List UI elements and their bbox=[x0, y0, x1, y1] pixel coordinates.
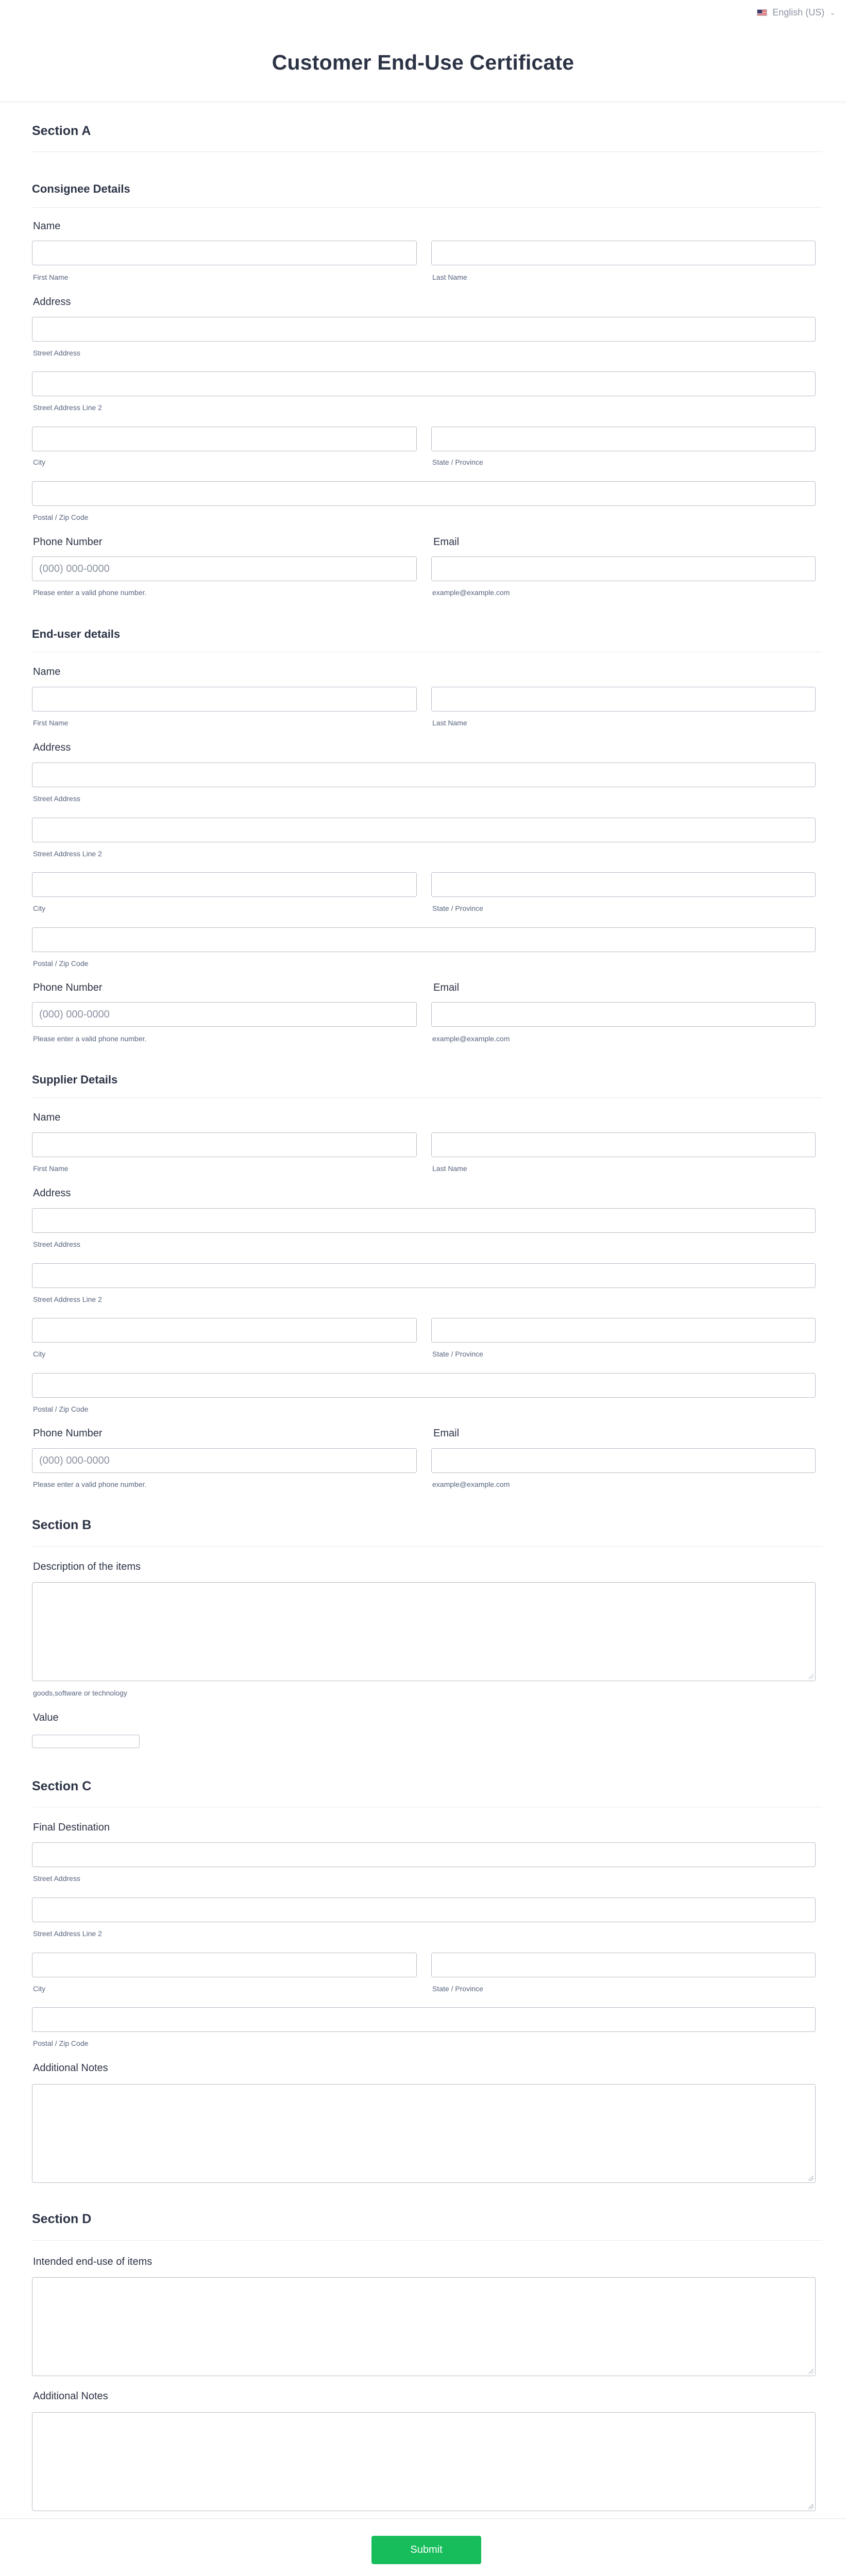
destination-street2-input[interactable] bbox=[32, 1897, 816, 1922]
divider bbox=[32, 1097, 822, 1098]
phone-hint: Please enter a valid phone number. bbox=[33, 588, 147, 597]
destination-city-input[interactable] bbox=[32, 1953, 417, 1977]
value-input[interactable] bbox=[32, 1735, 140, 1748]
supplier-address-label: Address bbox=[33, 1188, 71, 1199]
supplier-city-input[interactable] bbox=[32, 1318, 417, 1343]
value-label: Value bbox=[33, 1712, 59, 1723]
consignee-heading: Consignee Details bbox=[32, 182, 130, 195]
supplier-email-input[interactable] bbox=[431, 1448, 816, 1473]
enduser-postal-input[interactable] bbox=[32, 927, 816, 952]
section-d-heading: Section D bbox=[32, 2212, 92, 2226]
resize-grip-icon[interactable] bbox=[808, 2504, 814, 2509]
consignee-last-name-input[interactable] bbox=[431, 241, 816, 265]
postal-sublabel: Postal / Zip Code bbox=[33, 2039, 89, 2047]
street-sublabel: Street Address bbox=[33, 794, 80, 803]
consignee-phone-input[interactable]: (000) 000-0000 bbox=[32, 556, 417, 581]
supplier-phone-label: Phone Number bbox=[33, 1428, 103, 1439]
form-title: Customer End-Use Certificate bbox=[272, 50, 574, 74]
consignee-email-label: Email bbox=[433, 536, 460, 548]
postal-sublabel: Postal / Zip Code bbox=[33, 959, 89, 968]
street-sublabel: Street Address bbox=[33, 349, 80, 357]
first-name-sublabel: First Name bbox=[33, 1164, 69, 1173]
section-b-heading: Section B bbox=[32, 1518, 92, 1532]
enduser-heading: End-user details bbox=[32, 628, 121, 640]
supplier-first-name-input[interactable] bbox=[32, 1132, 417, 1157]
city-sublabel: City bbox=[33, 458, 46, 466]
section-c-heading: Section C bbox=[32, 1779, 92, 1793]
phone-hint: Please enter a valid phone number. bbox=[33, 1480, 147, 1488]
supplier-street-input[interactable] bbox=[32, 1208, 816, 1233]
section-c-notes-textarea[interactable] bbox=[32, 2084, 816, 2183]
enduser-street2-input[interactable] bbox=[32, 818, 816, 842]
form-body bbox=[32, 0, 815, 2566]
submit-button[interactable]: Submit bbox=[371, 2536, 481, 2564]
street2-sublabel: Street Address Line 2 bbox=[33, 1295, 102, 1303]
resize-grip-icon[interactable] bbox=[808, 1674, 814, 1679]
section-a-heading: Section A bbox=[32, 124, 91, 138]
section-d-notes-label: Additional Notes bbox=[33, 2391, 108, 2402]
postal-sublabel: Postal / Zip Code bbox=[33, 1405, 89, 1413]
supplier-last-name-input[interactable] bbox=[431, 1132, 816, 1157]
consignee-postal-input[interactable] bbox=[32, 481, 816, 506]
enduser-phone-label: Phone Number bbox=[33, 982, 103, 993]
consignee-name-label: Name bbox=[33, 221, 61, 232]
supplier-heading: Supplier Details bbox=[32, 1073, 118, 1086]
section-c-notes-label: Additional Notes bbox=[33, 2062, 108, 2074]
consignee-first-name-input[interactable] bbox=[32, 241, 417, 265]
street-sublabel: Street Address bbox=[33, 1240, 80, 1248]
consignee-city-input[interactable] bbox=[32, 427, 417, 451]
consignee-street2-input[interactable] bbox=[32, 371, 816, 396]
supplier-state-input[interactable] bbox=[431, 1318, 816, 1343]
language-label: English (US) bbox=[772, 7, 825, 18]
state-sublabel: State / Province bbox=[432, 1985, 483, 1993]
enduser-state-input[interactable] bbox=[431, 872, 816, 897]
enduser-address-label: Address bbox=[33, 742, 71, 753]
divider bbox=[32, 2240, 822, 2241]
destination-state-input[interactable] bbox=[431, 1953, 816, 1977]
enduser-first-name-input[interactable] bbox=[32, 687, 417, 711]
enduse-textarea[interactable] bbox=[32, 2277, 816, 2376]
city-sublabel: City bbox=[33, 1985, 46, 1993]
final-destination-label: Final Destination bbox=[33, 1822, 110, 1833]
street2-sublabel: Street Address Line 2 bbox=[33, 850, 102, 858]
street-sublabel: Street Address bbox=[33, 1874, 80, 1883]
enduser-email-input[interactable] bbox=[431, 1002, 816, 1027]
supplier-phone-input[interactable]: (000) 000-0000 bbox=[32, 1448, 417, 1473]
first-name-sublabel: First Name bbox=[33, 273, 69, 281]
destination-street-input[interactable] bbox=[32, 1842, 816, 1867]
consignee-state-input[interactable] bbox=[431, 427, 816, 451]
phone-hint: Please enter a valid phone number. bbox=[33, 1035, 147, 1043]
last-name-sublabel: Last Name bbox=[432, 273, 467, 281]
first-name-sublabel: First Name bbox=[33, 719, 69, 727]
description-label: Description of the items bbox=[33, 1561, 141, 1572]
enduser-phone-input[interactable]: (000) 000-0000 bbox=[32, 1002, 417, 1027]
supplier-street2-input[interactable] bbox=[32, 1263, 816, 1288]
resize-grip-icon[interactable] bbox=[808, 2176, 814, 2181]
street2-sublabel: Street Address Line 2 bbox=[33, 403, 102, 412]
email-hint: example@example.com bbox=[432, 588, 510, 597]
city-sublabel: City bbox=[33, 904, 46, 912]
last-name-sublabel: Last Name bbox=[432, 1164, 467, 1173]
consignee-phone-label: Phone Number bbox=[33, 536, 103, 548]
state-sublabel: State / Province bbox=[432, 1350, 483, 1358]
enduser-last-name-input[interactable] bbox=[431, 687, 816, 711]
enduse-label: Intended end-use of items bbox=[33, 2256, 153, 2267]
consignee-street-input[interactable] bbox=[32, 317, 816, 342]
description-hint: goods,software or technology bbox=[33, 1689, 127, 1697]
supplier-postal-input[interactable] bbox=[32, 1373, 816, 1398]
enduser-email-label: Email bbox=[433, 982, 460, 993]
street2-sublabel: Street Address Line 2 bbox=[33, 1929, 102, 1938]
resize-grip-icon[interactable] bbox=[808, 2369, 814, 2374]
city-sublabel: City bbox=[33, 1350, 46, 1358]
consignee-email-input[interactable] bbox=[431, 556, 816, 581]
last-name-sublabel: Last Name bbox=[432, 719, 467, 727]
supplier-email-label: Email bbox=[433, 1428, 460, 1439]
chevron-down-icon: ⌄ bbox=[830, 8, 836, 16]
postal-sublabel: Postal / Zip Code bbox=[33, 513, 89, 521]
divider bbox=[32, 151, 822, 152]
section-d-notes-textarea[interactable] bbox=[32, 2412, 816, 2511]
divider bbox=[32, 1546, 822, 1547]
state-sublabel: State / Province bbox=[432, 904, 483, 912]
destination-postal-input[interactable] bbox=[32, 2007, 816, 2032]
enduser-street-input[interactable] bbox=[32, 762, 816, 787]
email-hint: example@example.com bbox=[432, 1480, 510, 1488]
state-sublabel: State / Province bbox=[432, 458, 483, 466]
divider bbox=[32, 207, 822, 208]
supplier-name-label: Name bbox=[33, 1112, 61, 1123]
email-hint: example@example.com bbox=[432, 1035, 510, 1043]
description-textarea[interactable] bbox=[32, 1582, 816, 1681]
footer-divider bbox=[0, 2518, 846, 2519]
enduser-city-input[interactable] bbox=[32, 872, 417, 897]
enduser-name-label: Name bbox=[33, 666, 61, 677]
consignee-address-label: Address bbox=[33, 296, 71, 308]
